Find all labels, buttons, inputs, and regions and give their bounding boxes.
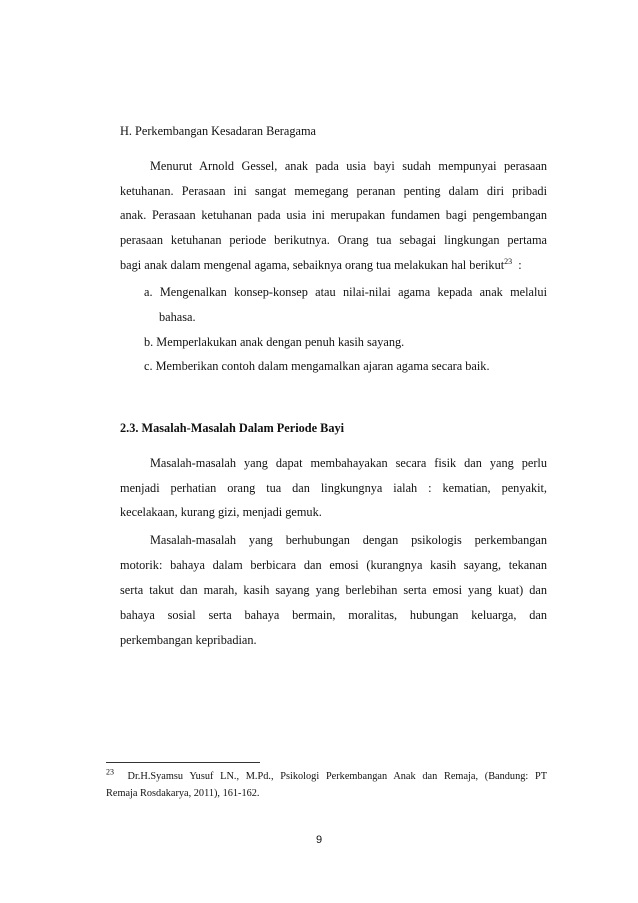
section-h-paragraph-line: ketuhanan. Perasaan ini sangat memegang peranan penting dalam diri pribadi [120, 184, 547, 198]
section-h-paragraph-line: Menurut Arnold Gessel, anak pada usia bayi sudah mempunyai perasaan [150, 159, 547, 173]
section-h-paragraph-line-last [120, 257, 522, 273]
list-item-c: c. Memberikan contoh dalam mengamalkan ajaran agama secara baik. [144, 359, 490, 373]
section-2-3-paragraph-1-line: menjadi perhatian orang tua dan lingkungnya ialah : kematian, penyakit, [120, 481, 547, 495]
section-2-3-paragraph-1-line: kecelakaan, kurang gizi, menjadi gemuk. [120, 505, 322, 519]
colon: : [518, 258, 522, 272]
list-item-b: b. Memperlakukan anak dengan penuh kasih sayang. [144, 335, 405, 349]
footnote-line-2: Remaja Rosdakarya, 2011), 161-162. [106, 788, 260, 799]
section-h-paragraph-text: bagi anak dalam mengenal agama, sebaiknya orang tua melakukan hal berikut [120, 258, 505, 272]
section-h-title: H. Perkembangan Kesadaran Beragama [120, 124, 316, 138]
section-2-3-title: 2.3. Masalah-Masalah Dalam Periode Bayi [120, 421, 345, 435]
section-h-paragraph-line: perasaan ketuhanan periode berikutnya. Orang tua sebagai lingkungan pertama [120, 233, 547, 247]
footnote-reference: 23 [504, 256, 513, 266]
section-h-paragraph-line: anak. Perasaan ketuhanan pada usia ini merupakan fundamen bagi pengembangan [120, 208, 547, 222]
section-2-3-paragraph-1-line: Masalah-masalah yang dapat membahayakan secara fisik dan yang perlu [150, 456, 547, 470]
section-2-3-paragraph-2-line: perkembangan kepribadian. [120, 633, 257, 647]
footnote-line-1 [106, 767, 548, 784]
section-2-3-paragraph-2-line: motorik: bahaya dalam berbicara dan emosi (kurangnya kasih sayang, tekanan [120, 558, 547, 572]
section-2-3-paragraph-2-line: bahaya sosial serta bahaya bermain, moralitas, hubungan keluarga, dan [120, 608, 547, 622]
list-item-a: a. Mengenalkan konsep-konsep atau nilai-nilai agama kepada anak melalui [144, 285, 547, 299]
footnote-text: Dr.H.Syamsu Yusuf LN., M.Pd., Psikologi Perkembangan Anak dan Remaja, (Bandung: PT [127, 771, 548, 782]
footnote-separator [106, 762, 260, 763]
section-2-3-paragraph-2-line: serta takut dan marah, kasih sayang yang berlebihan serta emosi yang kuat) dan [120, 583, 547, 597]
list-item-a-continuation: bahasa. [159, 310, 196, 324]
section-2-3-paragraph-2-line: Masalah-masalah yang berhubungan dengan psikologis perkembangan [150, 533, 547, 547]
page-number: 9 [315, 834, 323, 846]
footnote-number: 23 [106, 767, 114, 777]
